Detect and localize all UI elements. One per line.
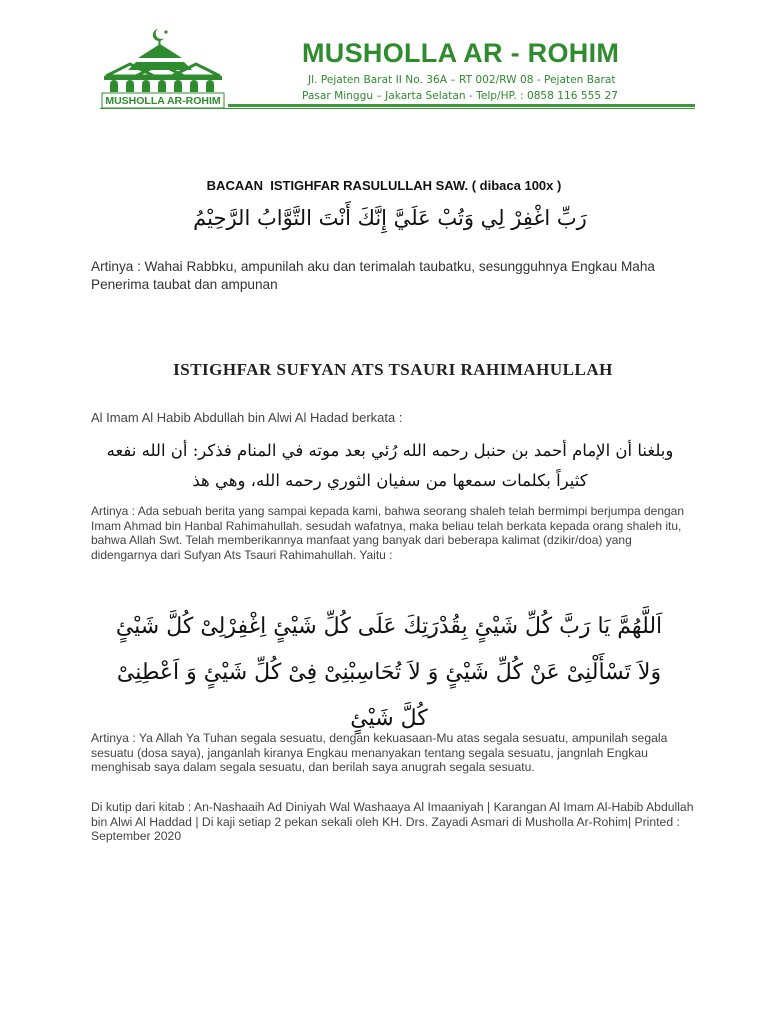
section1-translation: Artinya : Wahai Rabbku, ampunilah aku dan terimalah taubatku, sesungguhnya Engkau Maha Penerima taubat dan ampunan [91,259,655,292]
section2-title: ISTIGHFAR SUFYAN ATS TSAURI RAHIMAHULLAH [173,360,613,379]
doa-block [100,604,678,742]
header-rule-thin [100,108,695,109]
section2-translation-intro: Artinya : Ada sebuah berita yang sampai kepada kami, bahwa seorang shaleh telah bermimpi berjumpa dengan Imam Ahmad bin Hanbal Rahimahullah. sesudah wafatnya, maka beliau telah berkata kepada orang shaleh itu, bahwa Allah Swt. Telah memberikannya manfaat yang banyak dari beberapa kalimat (dzikir/doa) yang didengarnya dari Sufyan Ats Tsauri Rahimahullah. Yaitu : [91,504,685,562]
doa-translation: Artinya : Ya Allah Ya Tuhan segala sesuatu, dengan kekuasaan-Mu atas segala sesuatu, ampunilah segala sesuatu (dosa saya), janganlah kiranya Engkau menanyakan tentang segala sesuatu, jangnlah Engkau menghisab saya dalam segala sesuatu, dan berilah saya anugrah segala sesuatu. [91,731,668,775]
logo-caption: MUSHOLLA AR-ROHIM [105,95,221,107]
source-note: Di kutip dari kitab : An-Nashaaih Ad Diniyah Wal Washaaya Al Imaaniyah | Karangan Al Imam Al-Habib Abdullah bin Alwi Al Haddad | Di kaji setiap 2 pekan sekali oleh KH. Drs. Zayadi Asmari di Musholla Ar-Rohim| Printed : September 2020 [91,800,694,844]
address-line-2: Pasar Minggu – Jakarta Selatan - Telp/HP. : 0858 116 555 27 [302,90,618,102]
org-name: MUSHOLLA AR - ROHIM [302,38,620,68]
address-line-1: Jl. Pejaten Barat II No. 36A – RT 002/RW 08 - Pejaten Barat [308,74,616,86]
section1-arabic: رَبِّ اغْفِرْ لِي وَتُبْ عَلَيَّ إِنَّكَ أَنْتَ التَّوَّابُ الرَّحِيْمُ [193,206,587,230]
doa-line-2: وَلاَ تَسْأَلْنِىْ عَنْ كُلِّ شَيْئٍ وَ لاَ تُحَاسِبْنِىْ فِىْ كُلِّ شَيْئٍ وَ اَعْطِنِىْ كُلَّ شَيْئٍ [116,660,662,731]
doa-line-1: اَللَّهُمَّ يَا رَبَّ كُلِّ شَيْئٍ بِقُدْرَتِكَ عَلَى كُلِّ شَيْئٍ اِغْفِرْلِىْ كُلَّ شَيْئٍ [115,614,663,639]
section1-title: BACAAN ISTIGHFAR RASULULLAH SAW. ( dibaca 100x ) [206,178,562,193]
mosque-logo [100,26,226,108]
section2-arabic-quote: وبلغنا أن الإمام أحمد بن حنبل رحمه الله رُئي بعد موته في المنام فذكر: أن الله نفعه كثيراً بكلمات سمعها من سفيان الثوري رحمه الله، وهي هذ [106,441,674,490]
section2-intro: Al Imam Al Habib Abdullah bin Alwi Al Hadad berkata : [91,410,403,425]
header-rule-thick [228,104,695,107]
